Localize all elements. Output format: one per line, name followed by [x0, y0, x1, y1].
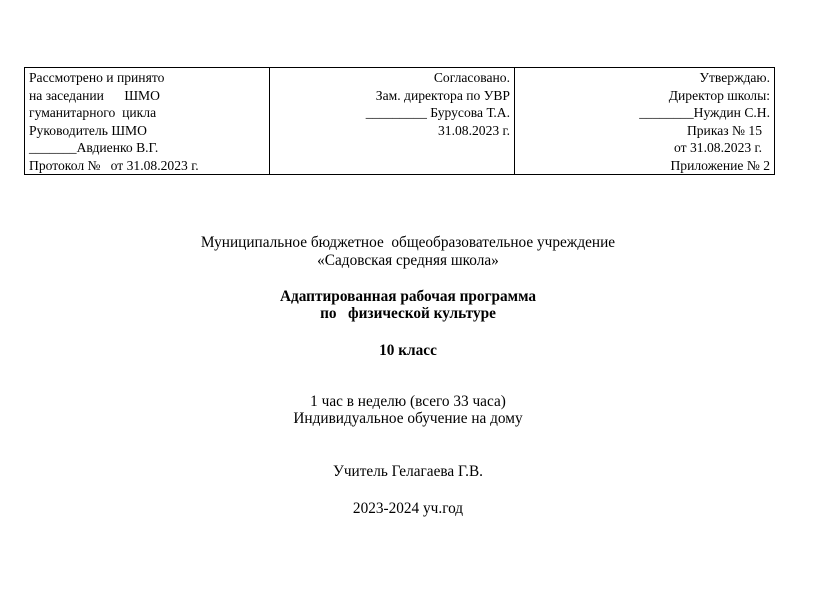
program-subject: по физической культуре: [320, 305, 496, 322]
approved-order-date: от 31.08.2023 г.: [674, 140, 762, 155]
reviewed-meeting: на заседании ШМО: [29, 87, 160, 103]
agreed-cell: [270, 68, 515, 175]
approved-signature: ________Нуждин С.Н.: [639, 105, 770, 120]
teacher-name: Учитель Гелагаева Г.В.: [333, 463, 483, 480]
study-mode: Индивидуальное обучение на дому: [293, 410, 523, 427]
approved-order: Приказ № 15: [686, 122, 762, 138]
agreed-role: Зам. директора по УВР: [375, 87, 510, 103]
reviewed-title: Рассмотрено и принято: [29, 70, 165, 85]
agreed-title: Согласовано.: [433, 70, 510, 85]
agreed-signature: _________ Бурусова Т.А.: [365, 105, 510, 120]
reviewed-head-signature: _______Авдиенко В.Г.: [29, 140, 159, 155]
reviewed-cell: [25, 68, 270, 175]
reviewed-protocol: Протокол № от 31.08.2023 г.: [29, 157, 199, 173]
approved-role: Директор школы:: [668, 87, 770, 103]
reviewed-cycle: гуманитарного цикла: [29, 105, 157, 120]
school-name: «Садовская средняя школа»: [317, 252, 499, 269]
institution-name: Муниципальное бюджетное общеобразовательное учреждение: [200, 234, 616, 251]
reviewed-head-role: Руководитель ШМО: [29, 122, 147, 138]
approved-appendix: Приложение № 2: [670, 157, 770, 173]
approved-cell: [515, 68, 775, 175]
hours-per-week: 1 час в неделю (всего 33 часа): [310, 393, 506, 410]
approval-table: [24, 67, 775, 175]
approved-title: Утверждаю.: [699, 70, 770, 85]
school-year: 2023-2024 уч.год: [352, 500, 464, 517]
program-title: Адаптированная рабочая программа: [279, 288, 537, 305]
agreed-date: 31.08.2023 г.: [437, 122, 510, 138]
program-grade: 10 класс: [379, 342, 437, 359]
